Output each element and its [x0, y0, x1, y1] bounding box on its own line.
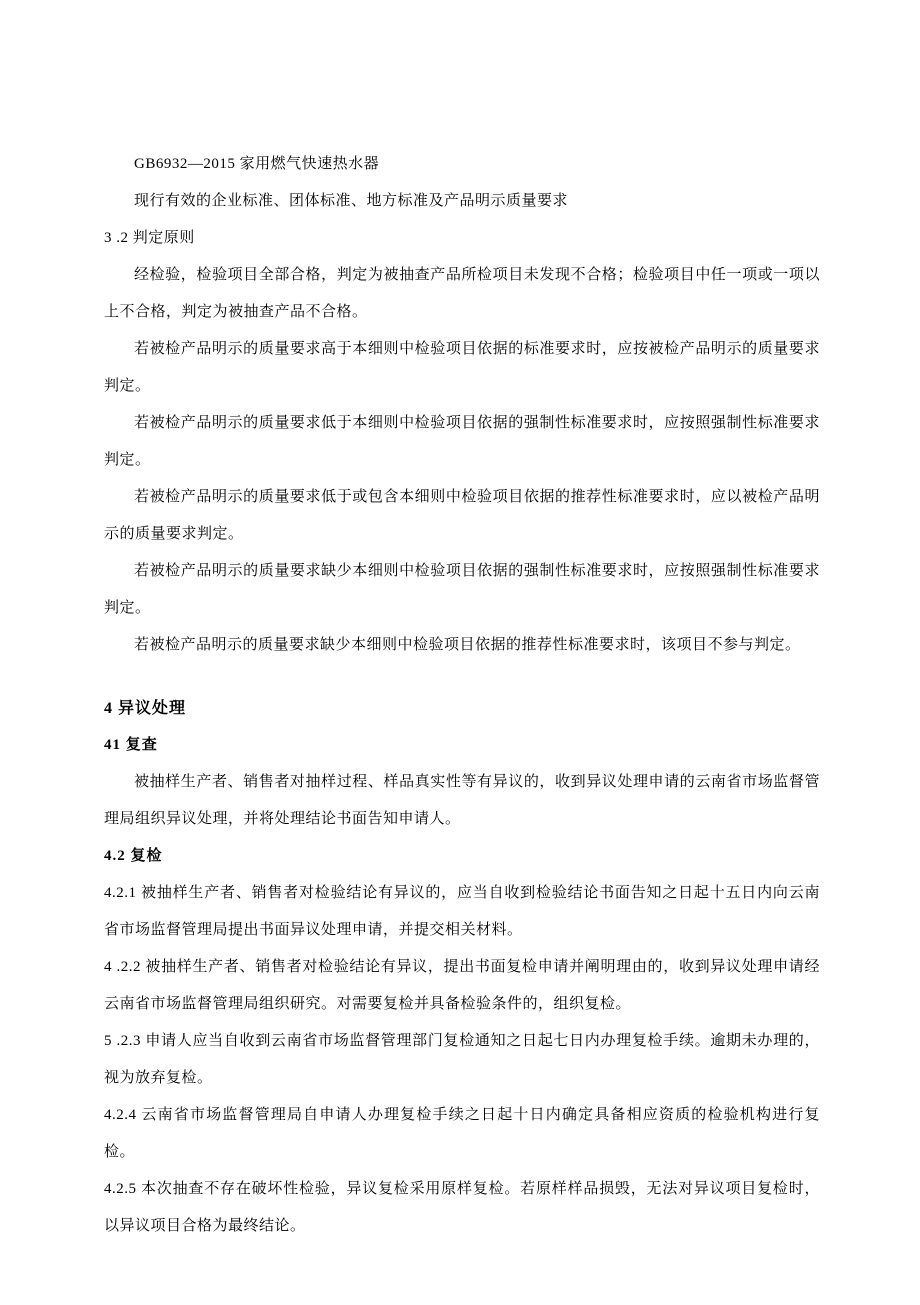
paragraph-quality-lower-mandatory: 若被检产品明示的质量要求低于本细则中检验项目依据的强制性标准要求时，应按照强制性标准要求判定。 [104, 415, 820, 468]
heading-judgment-principles: 3 .2 判定原则 [104, 230, 195, 246]
paragraph-inspection-pass-fail: 经检验，检验项目全部合格，判定为被抽查产品所检项目未发现不合格；检验项目中任一项或一项以上不合格，判定为被抽查产品不合格。 [104, 267, 820, 320]
heading-objection-handling: 4 异议处理 [104, 700, 187, 717]
paragraph-quality-missing-mandatory: 若被检产品明示的质量要求缺少本细则中检验项目依据的强制性标准要求时，应按照强制性标准要求判定。 [104, 563, 820, 616]
paragraph-standard-gb6932: GB6932—2015 家用燃气快速热水器 [134, 156, 380, 172]
paragraph-recheck-4-2-2: 4 .2.2 被抽样生产者、销售者对检验结论有异议，提出书面复检申请并阐明理由的，收到异议处理申请经云南省市场监督管理局组织研究。对需要复检并具备检验条件的，组织复检。 [104, 959, 820, 1012]
heading-recheck: 4.2 复检 [104, 848, 163, 864]
paragraph-recheck-4-2-1: 4.2.1 被抽样生产者、销售者对检验结论有异议的，应当自收到检验结论书面告知之日起十五日内向云南省市场监督管理局提出书面异议处理申请，并提交相关材料。 [104, 885, 820, 938]
paragraph-review-detail: 被抽样生产者、销售者对抽样过程、样品真实性等有异议的，收到异议处理申请的云南省市场监督管理局组织异议处理，并将处理结论书面告知申请人。 [104, 774, 820, 827]
paragraph-quality-higher-than-standard: 若被检产品明示的质量要求高于本细则中检验项目依据的标准要求时，应按被检产品明示的质量要求判定。 [104, 341, 820, 394]
paragraph-current-standards: 现行有效的企业标准、团体标准、地方标准及产品明示质量要求 [134, 193, 569, 209]
paragraph-quality-lower-recommended: 若被检产品明示的质量要求低于或包含本细则中检验项目依据的推荐性标准要求时，应以被检产品明示的质量要求判定。 [104, 489, 820, 542]
heading-review: 41 复查 [104, 737, 158, 753]
paragraph-recheck-4-2-3: 5 .2.3 申请人应当自收到云南省市场监督管理部门复检通知之日起七日内办理复检手续。逾期未办理的，视为放弃复检。 [104, 1033, 820, 1086]
paragraph-quality-missing-recommended: 若被检产品明示的质量要求缺少本细则中检验项目依据的推荐性标准要求时，该项目不参与判定。 [134, 637, 801, 653]
paragraph-recheck-4-2-5: 4.2.5 本次抽查不存在破坏性检验，异议复检采用原样复检。若原样样品损毁，无法对异议项目复检时，以异议项目合格为最终结论。 [104, 1181, 820, 1234]
paragraph-recheck-4-2-4: 4.2.4 云南省市场监督管理局自申请人办理复检手续之日起十日内确定具备相应资质的检验机构进行复检。 [104, 1107, 820, 1160]
